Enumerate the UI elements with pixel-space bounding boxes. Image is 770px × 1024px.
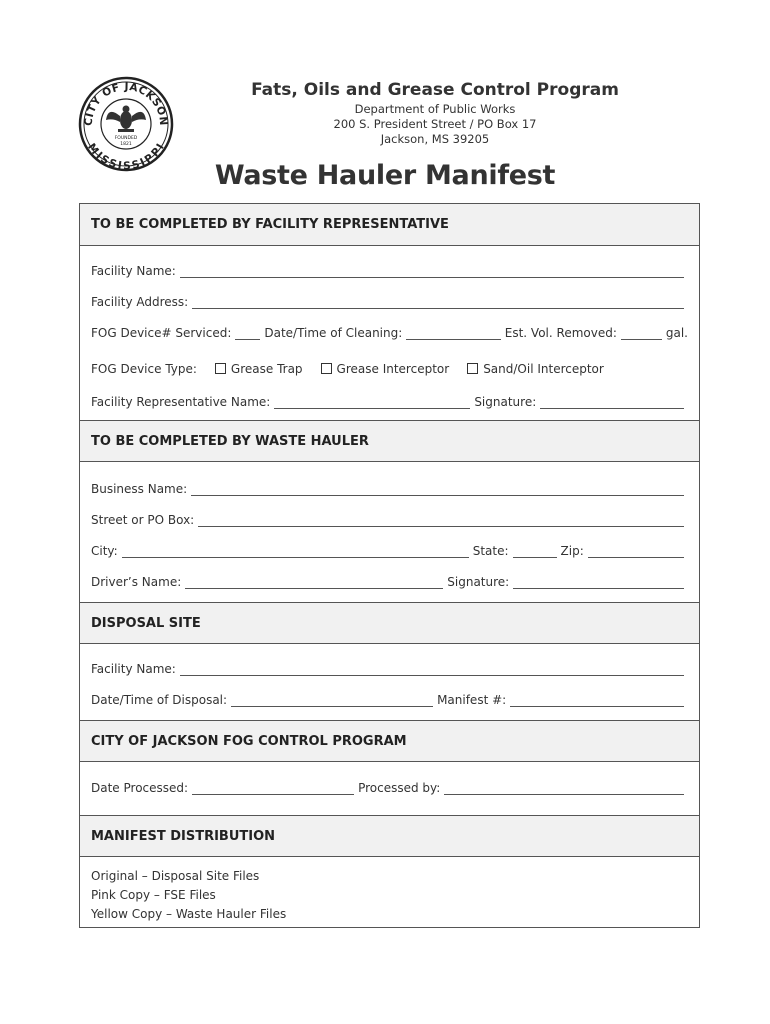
date-time-disposal-field[interactable] bbox=[231, 694, 433, 707]
fog-device-serviced-field[interactable] bbox=[235, 327, 260, 340]
cleaning-row bbox=[91, 326, 688, 340]
seal-top-text: CITY OF JACKSON bbox=[82, 80, 170, 127]
rep-name-field[interactable] bbox=[274, 396, 470, 409]
fog-device-serviced-label: FOG Device# Serviced: bbox=[91, 326, 232, 340]
city-field[interactable] bbox=[122, 545, 469, 558]
date-time-disposal-label: Date/Time of Disposal: bbox=[91, 693, 228, 707]
manifest-number-label: Manifest #: bbox=[437, 693, 507, 707]
facility-address-field[interactable] bbox=[192, 296, 684, 309]
rep-signature-row bbox=[91, 395, 688, 409]
est-vol-removed-label: Est. Vol. Removed: bbox=[504, 326, 617, 340]
processed-by-field[interactable] bbox=[444, 782, 684, 795]
driver-signature-label: Signature: bbox=[447, 575, 510, 589]
document-title: Waste Hauler Manifest bbox=[214, 160, 556, 191]
gal-label: gal. bbox=[665, 326, 688, 340]
street-label: Street or PO Box: bbox=[91, 513, 195, 527]
address-line: 200 S. President Street / PO Box 17 bbox=[333, 117, 537, 131]
department-name: Department of Public Works bbox=[354, 102, 516, 116]
hauler-section-heading: TO BE COMPLETED BY WASTE HAULER bbox=[80, 420, 699, 462]
date-processed-field[interactable] bbox=[192, 782, 354, 795]
facility-address-label: Facility Address: bbox=[91, 295, 189, 309]
zip-field[interactable] bbox=[588, 545, 684, 558]
seal-founded-label: FOUNDED bbox=[114, 136, 138, 141]
business-name-field[interactable] bbox=[191, 483, 684, 496]
distribution-item: Original – Disposal Site Files bbox=[91, 869, 260, 883]
disposal-facility-name-field[interactable] bbox=[180, 663, 684, 676]
distribution-item: Pink Copy – FSE Files bbox=[91, 888, 216, 902]
city-state-zip: Jackson, MS 39205 bbox=[380, 132, 490, 146]
driver-signature-field[interactable] bbox=[513, 576, 684, 589]
seal-bottom-text: MISSISSIPPI bbox=[85, 141, 168, 172]
street-field[interactable] bbox=[198, 514, 684, 527]
driver-row bbox=[91, 575, 688, 589]
sand-oil-interceptor-label: Sand/Oil Interceptor bbox=[483, 362, 604, 376]
rep-signature-label: Signature: bbox=[474, 395, 537, 409]
grease-trap-checkbox[interactable] bbox=[215, 363, 226, 374]
facility-name-field[interactable] bbox=[180, 265, 684, 278]
driver-name-label: Driver’s Name: bbox=[91, 575, 182, 589]
city-section-heading: CITY OF JACKSON FOG CONTROL PROGRAM bbox=[80, 720, 699, 762]
state-field[interactable] bbox=[513, 545, 557, 558]
grease-interceptor-label: Grease Interceptor bbox=[336, 362, 450, 376]
date-processed-label: Date Processed: bbox=[91, 781, 189, 795]
city-label: City: bbox=[91, 544, 118, 558]
processed-by-label: Processed by: bbox=[358, 781, 441, 795]
processed-row bbox=[91, 781, 688, 795]
zip-label: Zip: bbox=[560, 544, 584, 558]
grease-interceptor-option[interactable] bbox=[321, 362, 450, 376]
business-name-row bbox=[91, 482, 688, 496]
manifest-number-field[interactable] bbox=[510, 694, 684, 707]
driver-name-field[interactable] bbox=[185, 576, 443, 589]
disposal-section-heading: DISPOSAL SITE bbox=[80, 602, 699, 644]
grease-trap-label: Grease Trap bbox=[230, 362, 303, 376]
sand-oil-interceptor-checkbox[interactable] bbox=[467, 363, 478, 374]
grease-trap-option[interactable] bbox=[215, 362, 303, 376]
program-title: Fats, Oils and Grease Control Program bbox=[251, 80, 619, 100]
distribution-item: Yellow Copy – Waste Hauler Files bbox=[91, 907, 287, 921]
facility-name-label: Facility Name: bbox=[91, 264, 176, 278]
city-state-zip-row bbox=[91, 544, 688, 558]
manifest-form bbox=[79, 203, 700, 928]
disposal-facility-row bbox=[91, 662, 688, 676]
business-name-label: Business Name: bbox=[91, 482, 188, 496]
date-time-cleaning-label: Date/Time of Cleaning: bbox=[264, 326, 403, 340]
facility-name-row bbox=[91, 264, 688, 278]
rep-name-label: Facility Representative Name: bbox=[91, 395, 271, 409]
facility-address-row bbox=[91, 295, 688, 309]
state-label: State: bbox=[472, 544, 509, 558]
device-type-row bbox=[91, 362, 688, 376]
date-time-cleaning-field[interactable] bbox=[406, 327, 500, 340]
est-vol-removed-field[interactable] bbox=[621, 327, 662, 340]
distribution-section-heading: MANIFEST DISTRIBUTION bbox=[80, 815, 699, 857]
disposal-date-row bbox=[91, 693, 688, 707]
fog-device-type-label: FOG Device Type: bbox=[91, 362, 197, 376]
facility-section-heading: TO BE COMPLETED BY FACILITY REPRESENTATIVE bbox=[80, 203, 699, 246]
disposal-facility-name-label: Facility Name: bbox=[91, 662, 176, 676]
grease-interceptor-checkbox[interactable] bbox=[321, 363, 332, 374]
street-row bbox=[91, 513, 688, 527]
sand-oil-interceptor-option[interactable] bbox=[467, 362, 604, 376]
seal-founded-year: 1821 bbox=[120, 142, 132, 147]
rep-signature-field[interactable] bbox=[540, 396, 684, 409]
